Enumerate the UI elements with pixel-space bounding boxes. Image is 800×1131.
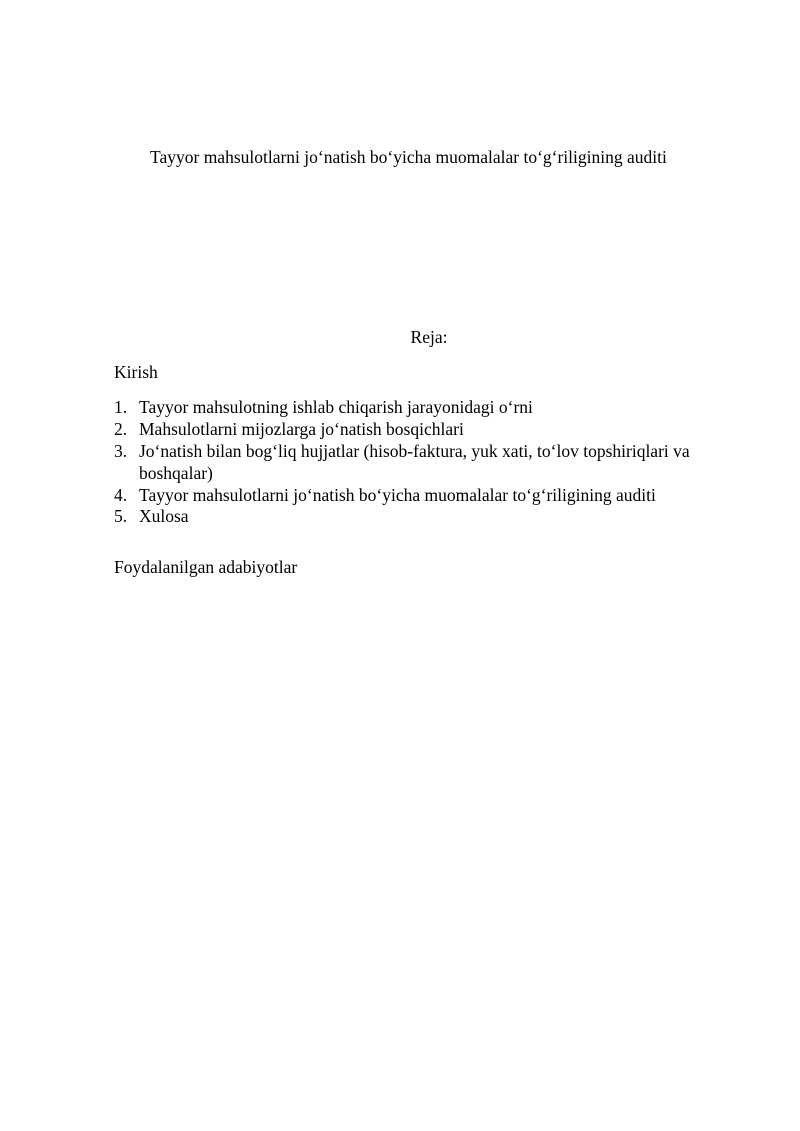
plan-list [114,397,754,528]
plan-item-text: Tayyor mahsulotning ishlab chiqarish jarayonidagi o‘rni [139,397,533,417]
document-title: Tayyor mahsulotlarni jo‘natish bo‘yicha muomalalar to‘g‘riligining auditi [150,147,667,167]
plan-list-item [114,419,754,441]
plan-item-number: 5. [114,506,128,527]
plan-item-number: 3. [114,440,128,461]
plan-item-number: 4. [114,484,128,505]
plan-heading: Reja: [410,327,448,347]
plan-list-item [114,506,754,528]
plan-item-number: 2. [114,418,128,439]
references-heading: Foydalanilgan adabiyotlar [114,557,298,577]
intro-item: Kirish [114,362,158,382]
plan-item-number: 1. [114,397,128,417]
plan-item-text: Tayyor mahsulotlarni jo‘natish bo‘yicha muomalalar to‘g‘riligining auditi [139,484,656,505]
plan-item-text: Mahsulotlarni mijozlarga jo‘natish bosqichlari [139,418,464,439]
plan-list-item [114,485,754,507]
plan-item-text: Jo‘natish bilan bog‘liq hujjatlar (hisob-faktura, yuk xati, to‘lov topshiriqlari va boshqalar) [139,440,690,483]
plan-item-text: Xulosa [139,506,189,527]
plan-list-item [114,397,754,419]
plan-list-item [114,441,754,485]
